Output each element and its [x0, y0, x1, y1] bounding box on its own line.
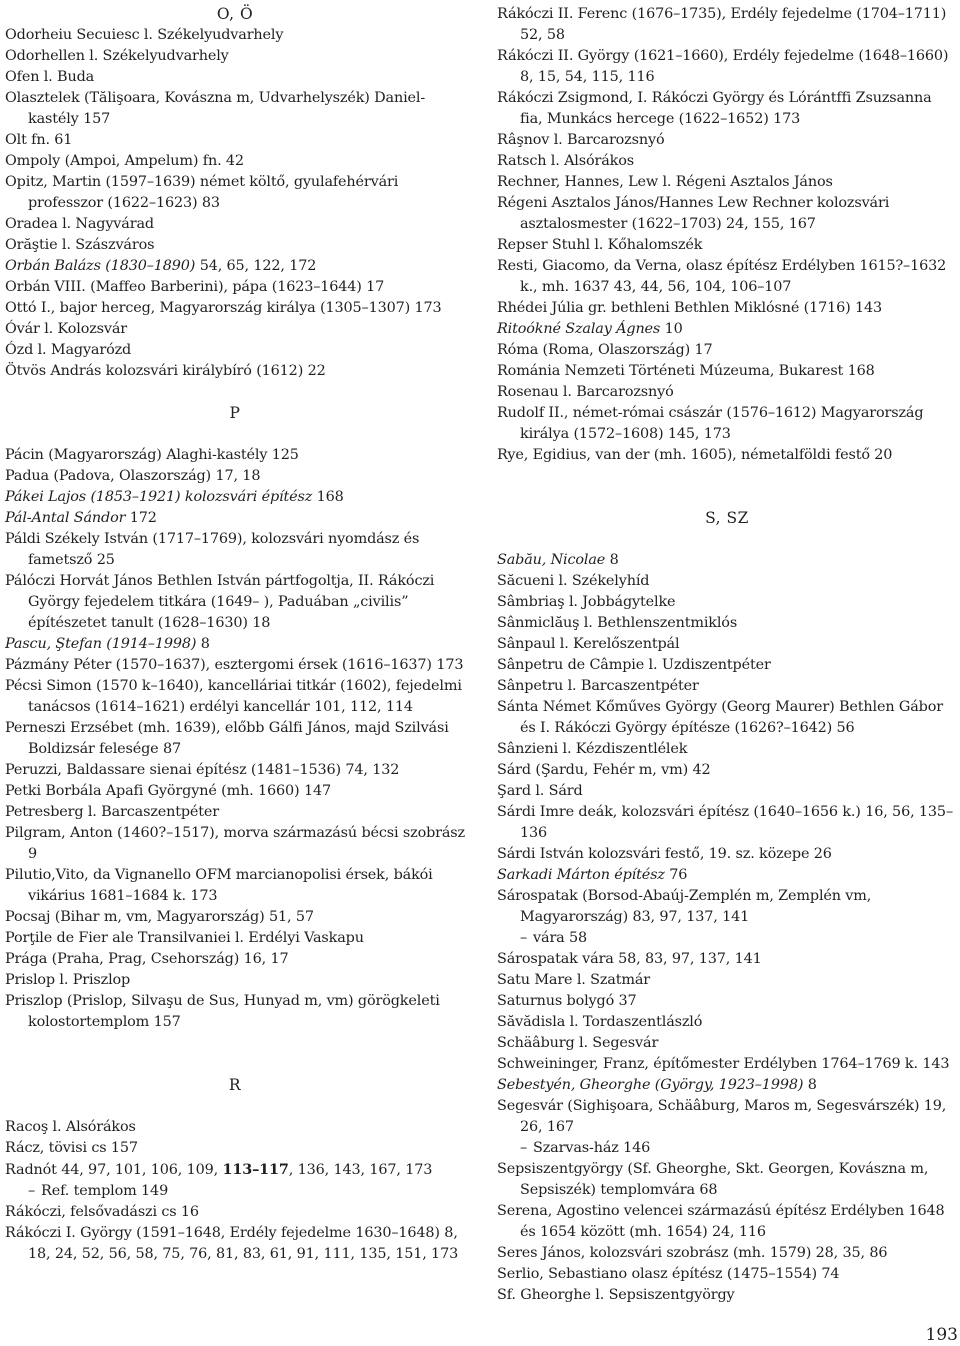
index-entry: [497, 172, 957, 193]
index-entry: [5, 865, 465, 907]
entry-text: Oradea l. Nagyvárad: [5, 216, 154, 232]
entry-text: 8: [605, 552, 619, 568]
entry-text: 8: [196, 636, 210, 652]
section-gap: [5, 1033, 465, 1075]
entry-text: Pascu, Ştefan (1914–1998): [5, 636, 197, 652]
section-gap: [5, 424, 465, 445]
entry-text: Ózd l. Magyarózd: [5, 342, 132, 358]
index-entry: [5, 340, 465, 361]
entry-text: Opitz, Martin (1597–1639) német költő, gyulafehérvári professzor (1622–1623) 83: [5, 174, 399, 211]
index-entry: [5, 1159, 465, 1181]
index-entry: [5, 781, 465, 802]
entry-text: Pácin (Magyarország) Alaghi-kastély 125: [5, 447, 299, 463]
entry-text: Sárd (Şardu, Fehér m, vm) 42: [497, 762, 711, 778]
index-entry: [497, 256, 957, 298]
entry-text: Rákóczi, felsővadászi cs 16: [5, 1204, 199, 1220]
index-entry: [497, 151, 957, 172]
index-entry: [497, 46, 957, 88]
index-entry: [497, 319, 957, 340]
entry-text: Sárdi Imre deák, kolozsvári építész (1640–1656 k.) 16, 56, 135–136: [497, 804, 953, 841]
entry-text: 10: [660, 321, 683, 337]
entry-text: Óvár l. Kolozsvár: [5, 321, 128, 337]
entry-text: Odorheiu Secuiesc l. Székelyudvarhely: [5, 27, 284, 43]
index-entry: [5, 277, 465, 298]
index-entry: [5, 508, 465, 529]
entry-text: Régeni Asztalos János/Hannes Lew Rechner kolozsvári asztalosmester (1622–1703) 24, 155, 167: [497, 195, 890, 232]
index-entry: [497, 340, 957, 361]
entry-text: Odorhellen l. Székelyudvarhely: [5, 48, 229, 64]
entry-text: Schweininger, Franz, építőmester Erdélyben 1764–1769 k. 143: [497, 1056, 950, 1072]
entry-text: Satu Mare l. Szatmár: [497, 972, 651, 988]
entry-text: Sânpetru l. Barcaszentpéter: [497, 678, 699, 694]
index-entry: [497, 1033, 957, 1054]
entry-text: Sárospatak (Borsod-Abaúj-Zemplén m, Zemplén vm, Magyarország) 83, 97, 137, 141: [497, 888, 872, 925]
entry-text: Ottó I., bajor herceg, Magyarország királya (1305–1307) 173: [5, 300, 442, 316]
index-entry: [5, 1202, 465, 1223]
index-entry: [497, 1285, 957, 1306]
section-heading-s-sz: S, SZ: [705, 509, 749, 527]
index-entry: [5, 970, 465, 991]
entry-text: Sepsiszentgyörgy (Sf. Gheorghe, Skt. Georgen, Kovászna m, Sepsiszék) templomvára 68: [497, 1161, 929, 1198]
index-entry: [5, 529, 465, 571]
entry-text: Olasztelek (Tălişoara, Kovászna m, Udvarhelyszék) Daniel-kastély 157: [5, 90, 426, 127]
index-entry: [5, 718, 465, 760]
subentry-dash: –: [520, 1140, 528, 1156]
subentry-dash: –: [28, 1183, 36, 1199]
entry-text: 113–117: [222, 1161, 289, 1178]
entry-text: vára 58: [533, 930, 588, 946]
section-gap: [497, 529, 957, 550]
index-entry: [497, 193, 957, 235]
section-heading-r: R: [228, 1076, 242, 1094]
entry-text: Serlio, Sebastiano olasz építész (1475–1554) 74: [497, 1266, 840, 1282]
entry-text: Pákei Lajos (1853–1921) kolozsvári építész: [5, 489, 313, 505]
entry-text: Ref. templom 149: [41, 1183, 169, 1199]
index-entry: [5, 445, 465, 466]
entry-text: Schäâburg l. Segesvár: [497, 1035, 659, 1051]
index-subentry: [497, 1138, 957, 1159]
entry-text: Rákóczi II. Ferenc (1676–1735), Erdély fejedelme (1704–1711) 52, 58: [497, 6, 947, 43]
index-entry: [5, 172, 465, 214]
index-entry: [497, 1075, 957, 1096]
index-subentry: [5, 1181, 465, 1202]
index-entry: [497, 865, 957, 886]
index-entry: [5, 1117, 465, 1138]
entry-text: Şard l. Sárd: [497, 783, 583, 799]
entry-text: Serena, Agostino velencei származású építész Erdélyben 1648 és 1654 között (mh. 1654) 24, 116: [497, 1203, 945, 1240]
index-entry: [497, 235, 957, 256]
entry-text: Ratsch l. Alsórákos: [497, 153, 634, 169]
section-gap: [5, 1096, 465, 1117]
index-entry: [497, 739, 957, 760]
section-heading-o: O, Ö: [216, 5, 254, 23]
entry-text: Sabău, Nicolae: [497, 552, 606, 568]
entry-text: 172: [125, 510, 157, 526]
entry-text: Porţile de Fier ale Transilvaniei l. Erdélyi Vaskapu: [5, 930, 364, 946]
entry-text: Rechner, Hannes, Lew l. Régeni Asztalos János: [497, 174, 833, 190]
entry-text: Rye, Egidius, van der (mh. 1605), németalföldi festő 20: [497, 447, 893, 463]
entry-text: Pázmány Péter (1570–1637), esztergomi érsek (1616–1637) 173: [5, 657, 464, 673]
entry-text: Seres János, kolozsvári szobrász (mh. 1579) 28, 35, 86: [497, 1245, 888, 1261]
entry-text: Segesvár (Sighişoara, Schäâburg, Maros m, Segesvárszék) 19, 26, 167: [497, 1098, 947, 1135]
index-entry: [5, 991, 465, 1033]
entry-text: 8: [803, 1077, 817, 1093]
entry-text: Szarvas-ház 146: [533, 1140, 651, 1156]
index-entry: [5, 655, 465, 676]
entry-text: Pilgram, Anton (1460?–1517), morva származású bécsi szobrász 9: [5, 825, 465, 862]
index-entry: [497, 1264, 957, 1285]
entry-text: Padua (Padova, Olaszország) 17, 18: [5, 468, 261, 484]
entry-text: Prága (Praha, Prag, Csehország) 16, 17: [5, 951, 289, 967]
index-entry: [5, 151, 465, 172]
index-entry: [497, 886, 957, 928]
index-entry: [5, 67, 465, 88]
entry-text: 76: [664, 867, 688, 883]
section-gap: [497, 466, 957, 508]
index-entry: [497, 403, 957, 445]
entry-text: Rosenau l. Barcarozsnyó: [497, 384, 674, 400]
index-entry: [5, 1138, 465, 1159]
index-entry: [5, 46, 465, 67]
index-entry: [5, 949, 465, 970]
index-entry: [497, 361, 957, 382]
index-entry: [497, 4, 957, 46]
section-gap: [5, 382, 465, 403]
entry-text: Rákóczi Zsigmond, I. Rákóczi György és Lórántffi Zsuzsanna fia, Munkács hercege (1622–1652) 173: [497, 90, 932, 127]
index-entry: [497, 613, 957, 634]
entry-text: Orbán VIII. (Maffeo Barberini), pápa (1623–1644) 17: [5, 279, 385, 295]
entry-text: Orbán Balázs (1830–1890): [5, 258, 196, 274]
index-entry: [5, 1223, 465, 1265]
entry-text: Páldi Székely István (1717–1769), kolozsvári nyomdász és fametsző 25: [5, 531, 420, 568]
index-entry: [5, 802, 465, 823]
index-entry: [5, 361, 465, 382]
index-entry: [5, 214, 465, 235]
index-entry: [497, 298, 957, 319]
index-entry: [5, 256, 465, 277]
entry-text: Sánta Német Kőműves György (Georg Maurer) Bethlen Gábor és I. Rákóczi György építésze (1626?–1642) 56: [497, 699, 943, 736]
entry-text: Sárospatak vára 58, 83, 97, 137, 141: [497, 951, 762, 967]
entry-text: Repser Stuhl l. Kőhalomszék: [497, 237, 703, 253]
index-subentry: [497, 928, 957, 949]
entry-text: 54, 65, 122, 172: [195, 258, 317, 274]
index-entry: [497, 1159, 957, 1201]
index-entry: [5, 487, 465, 508]
index-entry: [497, 949, 957, 970]
entry-text: Sânpetru de Câmpie l. Uzdiszentpéter: [497, 657, 771, 673]
entry-text: Rhédei Júlia gr. bethleni Bethlen Miklósné (1716) 143: [497, 300, 883, 316]
entry-text: Pál-Antal Sándor: [5, 510, 126, 526]
index-entry: [497, 550, 957, 571]
entry-text: Rudolf II., német-római császár (1576–1612) Magyarország királya (1572–1608) 145, 173: [497, 405, 924, 442]
index-entry: [497, 592, 957, 613]
subentry-dash: –: [520, 930, 528, 946]
index-entry: [5, 130, 465, 151]
section-heading-p: P: [229, 404, 241, 422]
right-column: [497, 0, 957, 1306]
entry-text: Sânpaul l. Kerelőszentpál: [497, 636, 680, 652]
index-entry: [5, 823, 465, 865]
entry-text: Ötvös András kolozsvári királybíró (1612) 22: [5, 363, 326, 379]
entry-text: Perneszi Erzsébet (mh. 1639), előbb Gálfi János, majd Szilvási Boldizsár felesége 87: [5, 720, 449, 757]
index-entry: [497, 781, 957, 802]
entry-text: Săvădisla l. Tordaszentlászló: [497, 1014, 703, 1030]
entry-text: Saturnus bolygó 37: [497, 993, 637, 1009]
entry-text: Pécsi Simon (1570 k–1640), kancelláriai titkár (1602), fejedelmi tanácsos (1614–1621) erdélyi kancellár 101, 112, 114: [5, 678, 462, 715]
index-entry: [5, 760, 465, 781]
entry-text: Ofen l. Buda: [5, 69, 95, 85]
entry-text: Sárdi István kolozsvári festő, 19. sz. közepe 26: [497, 846, 832, 862]
entry-text: Ritoókné Szalay Ágnes: [497, 321, 661, 337]
entry-text: Radnót 44, 97, 101, 106, 109,: [5, 1162, 223, 1178]
index-entry: [5, 634, 465, 655]
entry-text: Peruzzi, Baldassare sienai építész (1481–1536) 74, 132: [5, 762, 400, 778]
index-entry: [497, 1012, 957, 1033]
index-entry: [497, 844, 957, 865]
entry-text: Săcueni l. Székelyhíd: [497, 573, 650, 589]
index-entry: [497, 382, 957, 403]
page-number: 193: [925, 1325, 958, 1345]
entry-text: Sâmbriaş l. Jobbágytelke: [497, 594, 676, 610]
index-entry: [497, 802, 957, 844]
entry-text: Pocsaj (Bihar m, vm, Magyarország) 51, 57: [5, 909, 314, 925]
index-entry: [497, 991, 957, 1012]
index-entry: [497, 676, 957, 697]
entry-text: , 136, 143, 167, 173: [288, 1162, 433, 1178]
index-entry: [497, 697, 957, 739]
index-entry: [5, 25, 465, 46]
entry-text: Racoş l. Alsórákos: [5, 1119, 136, 1135]
entry-text: Sânmiclăuş l. Bethlenszentmiklós: [497, 615, 738, 631]
entry-text: Pilutio,Vito, da Vignanello OFM marcianopolisi érsek, bákói vikárius 1681–1684 k. 173: [5, 867, 433, 904]
index-entry: [497, 445, 957, 466]
entry-text: Sarkadi Márton építész: [497, 867, 665, 883]
entry-text: Rácz, tövisi cs 157: [5, 1140, 138, 1156]
entry-text: Petresberg l. Barcaszentpéter: [5, 804, 220, 820]
entry-text: Róma (Roma, Olaszország) 17: [497, 342, 713, 358]
index-entry: [5, 298, 465, 319]
entry-text: Rákóczi I. György (1591–1648, Erdély fejedelme 1630–1648) 8, 18, 24, 52, 56, 58, 75, 76, 81, 83, 61, 91, 111, 135, 151, 173: [5, 1225, 459, 1262]
index-entry: [5, 235, 465, 256]
index-entry: [5, 907, 465, 928]
index-entry: [497, 88, 957, 130]
index-entry: [497, 1243, 957, 1264]
index-entry: [5, 319, 465, 340]
entry-text: Prislop l. Priszlop: [5, 972, 131, 988]
index-entry: [497, 970, 957, 991]
index-entry: [497, 1054, 957, 1075]
entry-text: Râşnov l. Barcarozsnyó: [497, 132, 665, 148]
entry-text: Petki Borbála Apafi Györgyné (mh. 1660) 147: [5, 783, 331, 799]
entry-text: Sânzieni l. Kézdiszentlélek: [497, 741, 688, 757]
index-entry: [5, 88, 465, 130]
index-entry: [497, 655, 957, 676]
index-entry: [497, 634, 957, 655]
left-column: [5, 0, 465, 1265]
index-entry: [5, 571, 465, 634]
entry-text: Sebestyén, Gheorghe (György, 1923–1998): [497, 1077, 804, 1093]
index-entry: [497, 1201, 957, 1243]
index-entry: [497, 760, 957, 781]
entry-text: 168: [312, 489, 344, 505]
index-entry: [497, 571, 957, 592]
entry-text: Orăştie l. Szászváros: [5, 237, 155, 253]
index-entry: [497, 130, 957, 151]
entry-text: Ompoly (Ampoi, Ampelum) fn. 42: [5, 153, 244, 169]
entry-text: Pálóczi Horvát János Bethlen István pártfogoltja, II. Rákóczi György fejedelem titkára (1649– ), Paduában „civilis” építészetet tanult (1628–1630) 18: [5, 573, 435, 631]
entry-text: Sf. Gheorghe l. Sepsiszentgyörgy: [497, 1287, 735, 1303]
index-entry: [497, 1096, 957, 1138]
index-entry: [5, 466, 465, 487]
index-entry: [5, 928, 465, 949]
entry-text: Rákóczi II. György (1621–1660), Erdély fejedelme (1648–1660) 8, 15, 54, 115, 116: [497, 48, 949, 85]
entry-text: Priszlop (Prislop, Silvaşu de Sus, Hunyad m, vm) görögkeleti kolostortemplom 157: [5, 993, 440, 1030]
entry-text: Resti, Giacomo, da Verna, olasz építész Erdélyben 1615?–1632 k., mh. 1637 43, 44, 56, 104, 106–107: [497, 258, 947, 295]
entry-text: Olt fn. 61: [5, 132, 73, 148]
entry-text: Románia Nemzeti Történeti Múzeuma, Bukarest 168: [497, 363, 875, 379]
index-entry: [5, 676, 465, 718]
